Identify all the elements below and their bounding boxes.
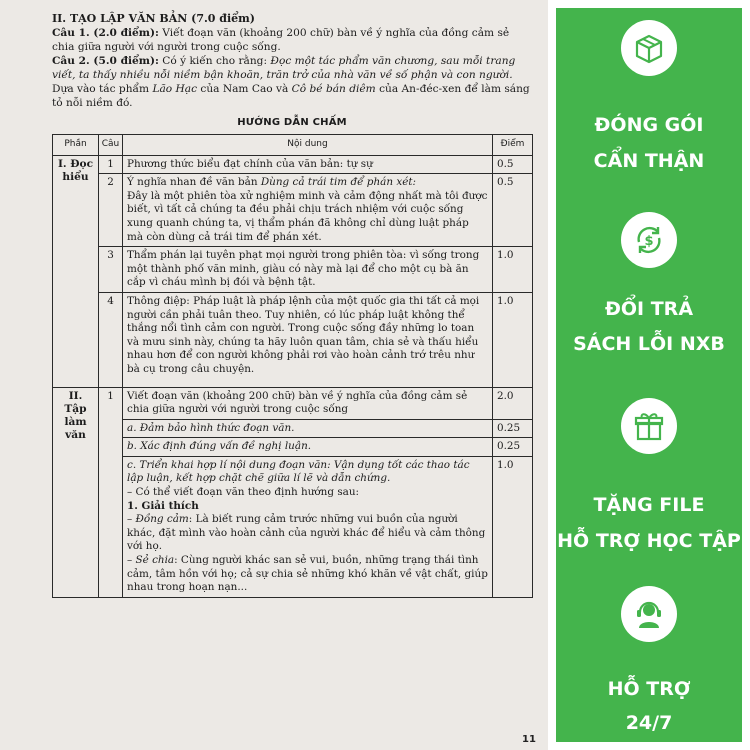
question-2 (52, 54, 532, 110)
answer-text: Thẩm phán lại tuyên phạt mọi người trong phiên tòa: vì sống trong một thành phố văn minh, giàu có này mà lại để cho một cụ bà ăn cắp vì cháu mình bị đói và bệnh tật. (123, 247, 493, 293)
question-1-text: Viết đoạn văn (khoảng 200 chữ) bàn về ý nghĩa của đồng cảm sẻ chia giữa người với người trong cuộc sống. (52, 27, 510, 53)
table-row (53, 155, 533, 174)
grading-table (52, 134, 533, 598)
grading-heading: HƯỚNG DẪN CHẤM (237, 117, 347, 128)
table-row (53, 247, 533, 293)
question-2-quote: Đọc một tác phẩm văn chương, sau mỗi trang viết, ta thấy nhiều nỗi niềm bận khoăn, trăn trở của nhà văn về số phận và con người. (52, 55, 516, 81)
question-2-text-c: của Nam Cao và (197, 83, 292, 95)
sharing-label: – Sẻ chia (127, 554, 175, 567)
criterion-b: b. Xác định đúng vấn đề nghị luận. (123, 438, 493, 457)
score-cell: 0.5 (493, 155, 533, 174)
answer-text: Viết đoạn văn (khoảng 200 chữ) bàn về ý nghĩa của đồng cảm sẻ chia giữa người với người trong cuộc sống (123, 387, 493, 419)
answer-text-b: Đây là một phiên tòa xử nghiệm minh và cảm động nhất mà tôi được biết, vì tất cả chúng ta đều phải chịu trách nhiệm với cuộc sống xung quanh chúng ta, vị thẩm phán đã không chỉ dùng luật pháp mà còn dùng cả trái tim để phán xét. (127, 189, 488, 243)
work-title-1: Lão Hạc (152, 83, 198, 95)
question-number: 2 (99, 174, 123, 247)
answer-text: Thông điệp: Pháp luật là pháp lệnh của một quốc gia thi tất cả mọi người cần phải tuân theo. Tuy nhiên, có lúc pháp luật không thể thắng nổi tình cảm con người. Trong cuộc sống đầy những lo toan và mưu sinh này, chúng ta hãy luôn quan tâm, chia sẻ và thấu hiểu nhau hơn để con người không phải rơi vào hoàn cảnh trớ trêu như bà cụ trong câu chuyện. (123, 292, 493, 387)
question-2-text-b: Dựa vào tác phẩm (52, 83, 153, 95)
sub-heading-explain: 1. Giải thích (127, 499, 199, 512)
question-number: 1 (99, 155, 123, 174)
table-header-row (53, 135, 533, 156)
sharing-text: : Cùng người khác san sẻ vui, buồn, những trạng thái tình cảm, tâm hồn với họ; cả sự chia sẻ những khó khăn về vật chất, giúp nhau trong hoạn nạn... (127, 554, 488, 594)
promo-support-line2: 24/7 (625, 712, 673, 734)
header-score: Điểm (493, 135, 533, 156)
criterion-c-text: c. Triển khai hợp lí nội dung đoạn văn: Vận dụng tốt các thao tác lập luận, kết hợp chặt chẽ giữa lí lẽ và dẫn chứng. (127, 458, 470, 485)
answer-text-a: Ý nghĩa nhan đề văn bản (127, 176, 261, 189)
question-1 (52, 26, 532, 54)
header-content: Nội dung (123, 135, 493, 156)
score-cell: 2.0 (493, 387, 533, 419)
table-row (53, 456, 533, 597)
criterion-a: a. Đảm bảo hình thức đoạn văn. (123, 419, 493, 438)
question-1-label: Câu 1. (2.0 điểm): (52, 27, 159, 39)
question-2-text-d: của An-đéc-xen để làm sáng tỏ nỗi niềm đó. (52, 83, 530, 109)
answer-title-italic: Dùng cả trái tim để phán xét: (260, 176, 417, 189)
promo-sidebar (548, 0, 750, 750)
page-number: 11 (522, 734, 536, 745)
promo-packing-line2: CẨN THẬN (593, 150, 705, 172)
score-cell: 1.0 (493, 456, 533, 597)
table-row (53, 438, 533, 457)
promo-panel (556, 8, 742, 742)
section-title: II. TẠO LẬP VĂN BẢN (7.0 điểm) (52, 12, 256, 25)
question-number: 1 (99, 387, 123, 597)
score-cell: 1.0 (493, 292, 533, 387)
empathy-label: – Đồng cảm (127, 513, 189, 526)
question-number: 3 (99, 247, 123, 293)
part-1-cell: I. Đọc hiểu (53, 155, 99, 387)
promo-return-line2: SÁCH LỖI NXB (573, 333, 725, 355)
promo-file-line1: TẶNG FILE (593, 494, 705, 516)
answer-text: Phương thức biểu đạt chính của văn bản: tự sự (123, 155, 493, 174)
promo-return-line1: ĐỔI TRẢ (604, 298, 694, 320)
table-row (53, 387, 533, 419)
promo-packing-line1: ĐÓNG GÓI (594, 114, 704, 136)
score-cell: 1.0 (493, 247, 533, 293)
header-part: Phần (53, 135, 99, 156)
work-title-2: Cô bé bán diêm (291, 83, 376, 95)
question-number: 4 (99, 292, 123, 387)
page-content (52, 12, 532, 598)
table-row (53, 419, 533, 438)
headset-support-icon (621, 586, 677, 642)
gift-icon (621, 398, 677, 454)
empathy-definition (127, 513, 488, 554)
score-cell: 0.25 (493, 438, 533, 457)
promo-support-line1: HỖ TRỢ (607, 678, 691, 700)
table-row (53, 292, 533, 387)
dollar-refresh-icon (621, 212, 677, 268)
score-cell: 0.5 (493, 174, 533, 247)
score-cell: 0.25 (493, 419, 533, 438)
guidance-note: – Có thể viết đoạn văn theo định hướng sau: (127, 486, 360, 499)
sharing-definition (127, 554, 488, 595)
criterion-c (123, 456, 493, 597)
answer-text (123, 174, 493, 247)
empathy-text: : Là biết rung cảm trước những vui buồn của người khác, đặt mình vào hoàn cảnh của người khác để hiểu và cảm thông với họ. (127, 513, 486, 553)
part-2-cell: II. Tập làm văn (53, 387, 99, 597)
table-row (53, 174, 533, 247)
question-2-label: Câu 2. (5.0 điểm): (52, 55, 159, 67)
question-2-text: Có ý kiến cho rằng: (158, 55, 271, 67)
svg-text:$: $ (644, 234, 654, 249)
box-icon (621, 20, 677, 76)
promo-file-line2: HỖ TRỢ HỌC TẬP (557, 530, 741, 552)
header-question: Câu (99, 135, 123, 156)
